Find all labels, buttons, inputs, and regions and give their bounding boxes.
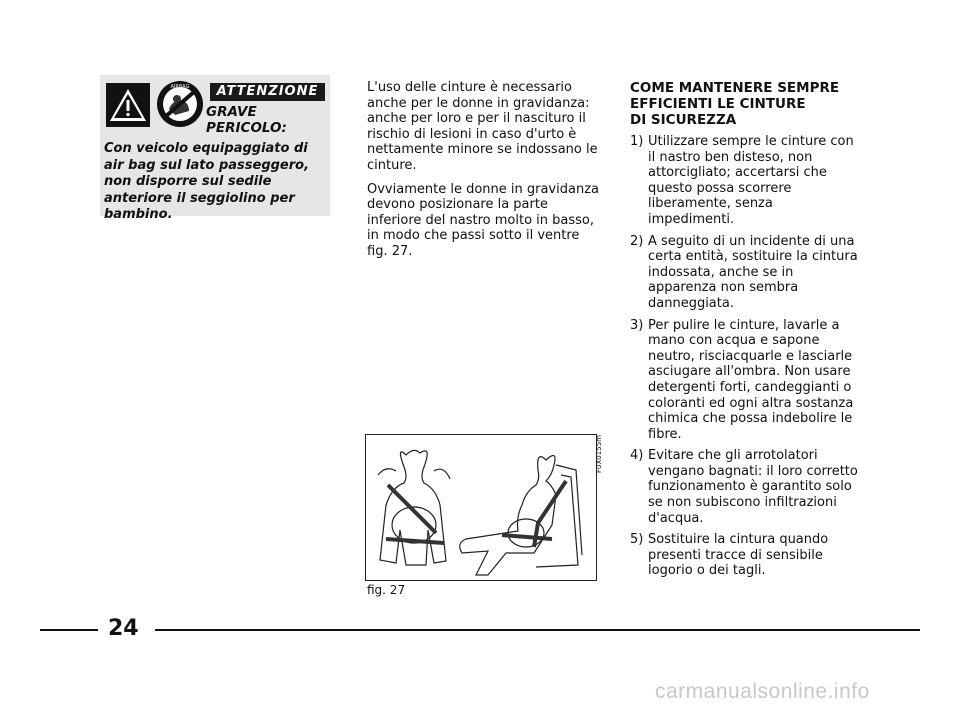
item-text: Sostituire la cintura quando presenti tracce di sensibile logorio o dei tagli. xyxy=(648,532,829,579)
maintenance-section xyxy=(630,80,920,585)
footer-rule-right xyxy=(155,629,920,631)
airbag-label: AIRBAG xyxy=(170,84,190,90)
attention-badge: ATTENZIONE xyxy=(210,83,325,101)
item-number: 3) xyxy=(630,317,644,333)
item-text: Utilizzare sempre le cinture con il nastro ben disteso, non attorcigliato; accertarsi che questo possa scorrere liberamente, senza impedimenti. xyxy=(648,134,854,227)
item-number: 1) xyxy=(630,134,644,149)
warning-heading-line1: GRAVE xyxy=(206,104,257,120)
maintenance-list xyxy=(630,134,920,579)
list-item xyxy=(630,318,858,443)
item-number: 4) xyxy=(630,448,644,464)
heading-line: DI SICUREZZA xyxy=(630,112,737,128)
item-text: Evitare che gli arrotolatori vengano bagnati: il loro corretto funzionamento è garantito solo se non subiscono infiltrazioni d'acqua. xyxy=(648,448,858,526)
warning-text: Con veicolo equipaggiato di air bag sul lato passeggero, non disporre sul sedile anteriore il seggiolino per bambino. xyxy=(104,141,310,222)
warning-heading xyxy=(206,104,287,136)
item-text: Per pulire le cinture, lavarle a mano con acqua e sapone neutro, risciacquarle e lasciarle asciugare all'ombra. Non usare detergenti forti, candeggianti o coloranti ed ogni altra sostanza chimica che possa indebolire le fibre. xyxy=(648,317,854,442)
warning-box xyxy=(100,75,330,222)
warning-heading-line2: PERICOLO: xyxy=(206,120,287,136)
footer-rule-left xyxy=(40,629,98,631)
item-number: 2) xyxy=(630,233,644,249)
item-number: 5) xyxy=(630,532,644,548)
list-item xyxy=(630,234,858,312)
list-item xyxy=(630,134,858,228)
figure-code xyxy=(593,435,605,475)
pregnant-woman-seatbelt-illustration xyxy=(366,435,596,580)
heading-line: COME MANTENERE SEMPRE xyxy=(630,80,840,96)
airbag-child-seat-icon xyxy=(155,79,205,129)
page-number: 24 xyxy=(108,616,139,641)
list-item xyxy=(630,532,858,579)
item-text: A seguito di un incidente di una certa entità, sostituire la cintura indossata, anche se in apparenza non sembra danneggiata. xyxy=(648,233,858,311)
paragraph: Ovviamente le donne in gravidanza devono posizionare la parte inferiore del nastro molto in basso, in modo che passi sotto il ventre fig. 27. xyxy=(367,181,599,259)
heading-line: EFFICIENTI LE CINTURE xyxy=(630,96,806,112)
pregnancy-section xyxy=(367,80,602,268)
section-heading xyxy=(630,80,920,128)
figure-pregnant-seatbelt xyxy=(365,434,597,581)
figure-caption: fig. 27 xyxy=(367,583,406,597)
warning-triangle-icon xyxy=(106,83,150,127)
watermark: carmanualsonline.info xyxy=(655,680,870,703)
paragraph: L'uso delle cinture è necessario anche per le donne in gravidanza: anche per loro e per il nascituro il rischio di lesioni in caso d'urto è nettamente minore se indossano le cinture. xyxy=(367,80,598,173)
list-item xyxy=(630,448,858,526)
figure-code-text: F0X0155m xyxy=(595,435,603,473)
